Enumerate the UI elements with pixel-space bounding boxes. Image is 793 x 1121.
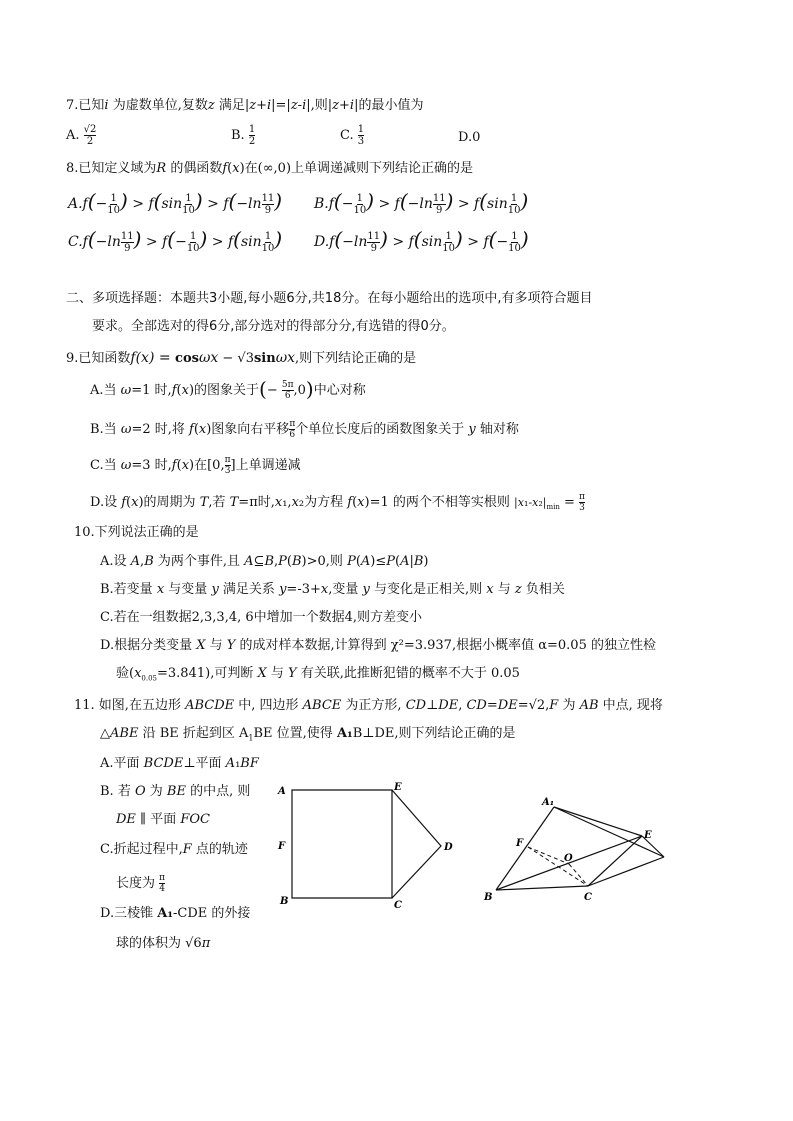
fig1-label-b: B [280,896,289,907]
q10-option-d: D.根据分类变量 X 与 Y 的成对样本数据,计算得到 χ²=3.937,根据小概率值 α=0.05 的独立性检 [100,638,656,653]
q9-option-a: A.当 ω=1 时,f(x)的图象关于(− $\frac{5\pi}{6}$ ,0)中心对称 [90,377,366,401]
q9-option-c: C.当 ω=3 时,f(x)在[0, $\frac{\pi}{3}$ ]上单调递减 [90,455,301,476]
q7-option-c: C. $\frac{1}{3}$ [340,124,365,147]
fig2-label-c: C [584,892,592,903]
q8-stem: 8.已知定义域为R 的偶函数f(x)在(∞,0)上单调递减则下列结论正确的是 [66,161,474,176]
q7-option-a: A. $\frac{√2}{2}$ [66,124,97,147]
q10-option-b: B.若变量 x 与变量 y 满足关系 y=-3+x,变量 y 与变化是正相关,则 x 与 z 负相关 [100,582,565,597]
fig1-label-f: F [278,841,286,852]
q11-stem-2: △ABE 沿 BE 折起到区 $A_1BE$ 位置,使得 A₁B⊥DE,则下列结论正确的是 [100,726,516,743]
q7-stem: 7.已知i 为虚数单位,复数z 满足|z+i|=|z-i|,则|z+i|的最小值为 [66,98,424,113]
q7-option-d: D.0 [458,130,481,145]
q11-option-d-2: 球的体积为 √6π [116,936,211,951]
figure-pentagon [270,776,470,916]
fig1-label-e: E [394,782,402,793]
q11-option-c-2: 长度为 $\frac{\pi}{4}$ [116,873,166,894]
q8-option-c: C.f(−ln $\frac{11}{9}$ ) > f(− $\frac{1}{10}$ ) > f(sin $\frac{1}{10}$ ) [68,227,283,254]
figure-folded [480,794,680,912]
fig2-label-f: F [516,838,524,849]
q9-stem: 9.已知函数f(x) = cosωx − √3sinωx,则下列结论正确的是 [66,350,417,366]
triangle-cde [392,790,441,898]
q11-option-d-1: D.三棱锥 A₁-CDE 的外接 [100,906,251,921]
q10-option-a: A.设 A,B 为两个事件,且 A⊆B,P(B)>0,则 P(A)≤P(A|B) [100,554,429,569]
q9-option-b: B.当 ω=2 时,将 f(x)图象向右平移 $\frac{\pi}{6}$ 个单位长度后的函数图象关于 y 轴对称 [90,419,519,440]
section2-line1: 二、多项选择题：本题共3小题,每小题6分,共18分。在每小题给出的选项中,有多项符合题目 [66,291,593,306]
q8-option-a: A.f(− $\frac{1}{10}$ ) > f(sin $\frac{1}{10}$ ) > f(−ln $\frac{11}{9}$ ) [68,189,283,216]
q10-option-d-cont: 验$(x_{0.05}=3.841)$,可判断 X 与 Y 有关联,此推断犯错的概率不大于 0.05 [116,666,520,683]
q10-stem: 10.下列说法正确的是 [74,525,199,540]
q10-option-c: C.若在一组数据2,3,3,4, 6中增加一个数据4,则方差变小 [100,610,423,625]
fig2-label-o: O [564,853,573,864]
q11-option-c-1: C.折起过程中,F 点的轨迹 [100,842,248,857]
fig1-label-a: A [278,786,286,797]
q11-option-a: A.平面 BCDE⊥平面 A₁BF [100,756,259,771]
q7-option-b: B. $\frac{1}{2}$ [231,124,256,147]
q9-option-d: D.设 f(x)的周期为 T,若 T=π时,x₁,x₂为方程 f(x)=1 的两个不相等实根则 $|x_1-x_2|_{min}$ = $\frac{\pi}{3}$ [90,492,585,513]
q11-option-b-2: DE ∥ 平面 FOC [116,812,210,827]
section2-line2: 要求。全部选对的得6分,部分选对的得部分分,有选错的得0分。 [92,319,455,334]
q11-option-b-1: B. 若 O 为 BE 的中点, 则 [100,784,251,799]
q11-stem-1: 11. 如图,在五边形 ABCDE 中, 四边形 ABCE 为正方形, CD⊥DE, CD=DE=√2,F 为 AB 中点, 现将 [74,698,663,713]
square-abce [292,790,392,898]
fig2-label-e: E [644,830,652,841]
fig2-label-a1: A₁ [542,797,555,808]
fig1-label-c: C [394,900,402,911]
fig2-label-b: B [484,892,493,903]
q8-option-b: B.f(− $\frac{1}{10}$ ) > f(−ln $\frac{11}{9}$ ) > f(sin $\frac{1}{10}$ ) [314,189,529,216]
fig1-label-d: D [444,842,453,853]
q8-option-d: D.f(−ln $\frac{11}{9}$ ) > f(sin $\frac{1}{10}$ ) > f(− $\frac{1}{10}$ ) [314,227,529,254]
